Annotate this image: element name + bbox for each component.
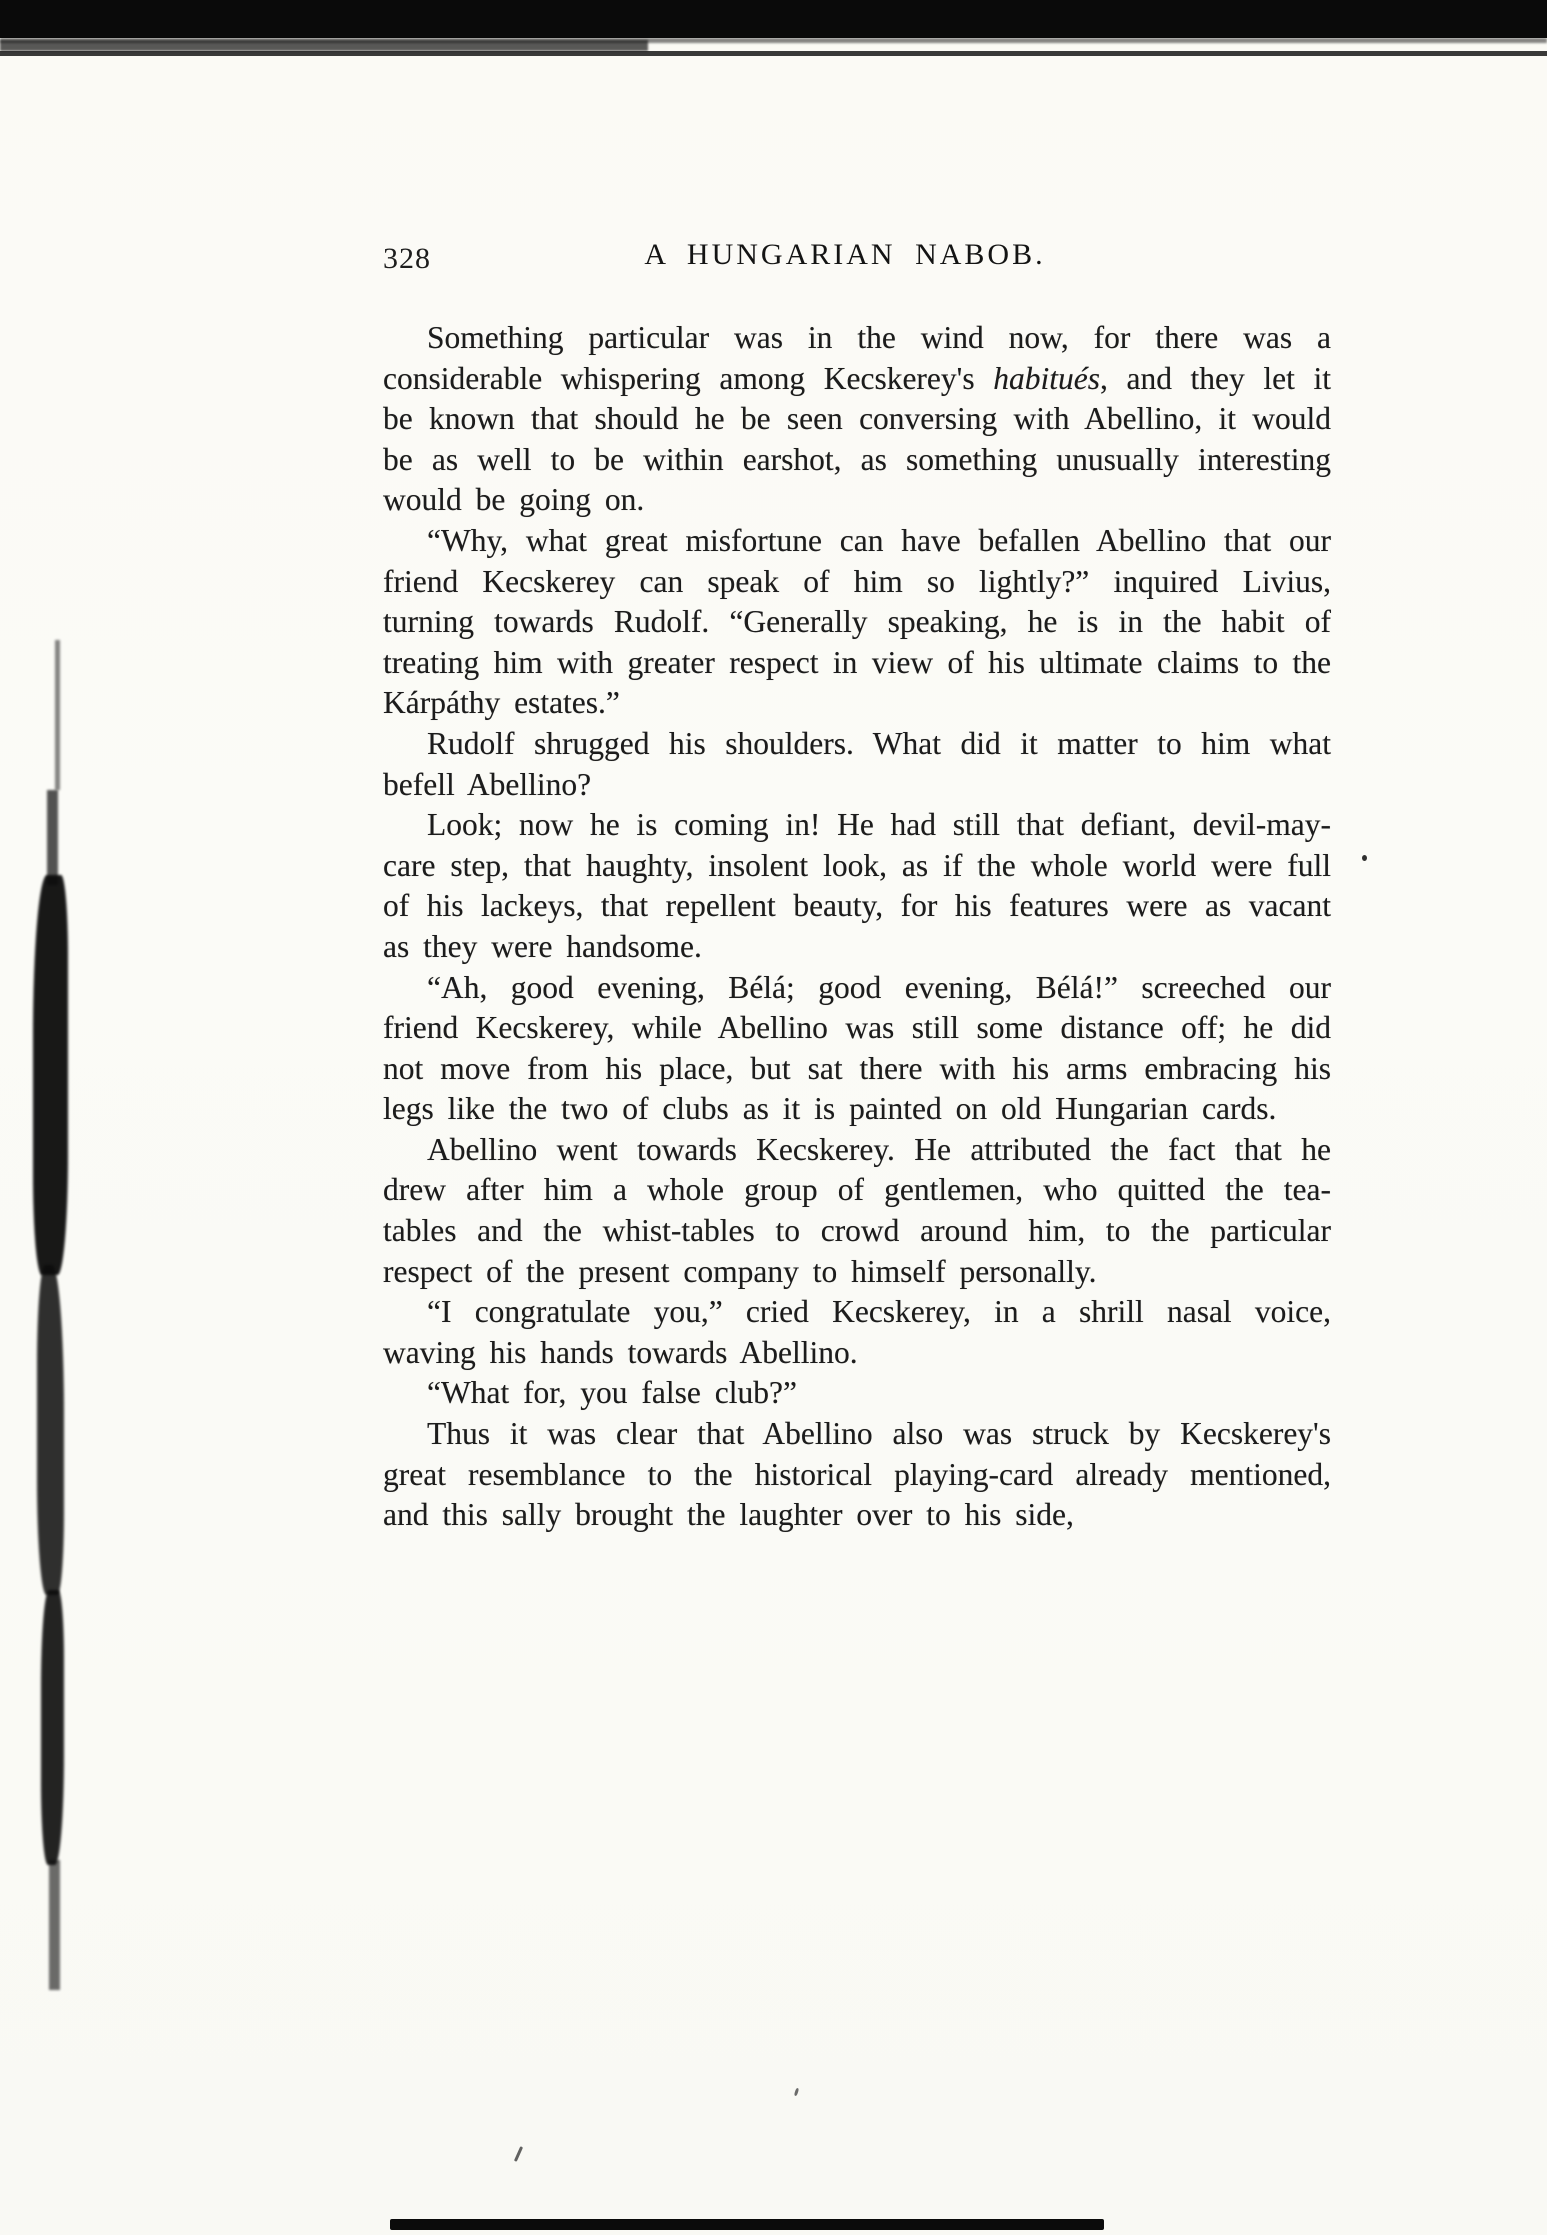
scan-artifact-speck — [1362, 855, 1367, 861]
text-segment: “What for, you false club?” — [427, 1375, 797, 1411]
scan-artifact-speck — [514, 2146, 523, 2162]
scan-artifact-bottom-bar — [390, 2219, 1104, 2230]
paragraph — [383, 1414, 1331, 1536]
page-content — [383, 238, 1331, 1536]
text-segment: Abellino went towards Kecskerey. He attributed the fact that he drew after him a whole group of gentlemen, who quitted the tea-tables and the whist-tables to crowd around him, to the particular respect of the present company to himself personally. — [383, 1131, 1331, 1289]
paragraph — [383, 968, 1331, 1130]
scan-artifact-left-smudge — [55, 640, 60, 790]
paragraph — [383, 805, 1331, 967]
scan-artifact-top-smear — [0, 40, 648, 51]
text-segment: Something particular was in the wind now, for there was a considerable whispering among Kecskerey's — [383, 320, 1331, 396]
page-number: 328 — [383, 242, 431, 275]
text-segment: habitués — [993, 360, 1100, 396]
text-block — [383, 318, 1331, 1536]
scan-artifact-top-bar — [0, 0, 1547, 38]
text-segment: , and they let it be known that should he be seen conversing with Abellino, it would be as well to be within earshot, as something unusually interesting would be going on. — [383, 360, 1332, 518]
text-segment: Thus it was clear that Abellino also was struck by Kecskerey's great resemblance to the historical playing-card already mentioned, and this sally brought the laughter over to his side, — [383, 1416, 1331, 1533]
text-segment: “Why, what great misfortune can have befallen Abellino that our friend Kecskerey can speak of him so lightly?” inquired Livius, turning towards Rudolf. “Generally speaking, he is in the habit of treating him with greater respect in view of his ultimate claims to the Kárpáthy estates.” — [383, 522, 1331, 721]
paragraph — [383, 724, 1331, 805]
text-segment: “Ah, good evening, Bélá; good evening, Bélá!” screeched our friend Kecskerey, while Abellino was still some distance off; he did not move from his place, but sat there with his arms embracing his legs like the two of clubs as it is painted on old Hungarian cards. — [383, 969, 1331, 1127]
scan-artifact-left-smudge — [41, 1590, 64, 1865]
text-segment: “I congratulate you,” cried Kecskerey, in a shrill nasal voice, waving his hands towards Abellino. — [383, 1294, 1331, 1370]
paragraph — [383, 1130, 1331, 1292]
paragraph — [383, 521, 1331, 724]
scan-artifact-speck — [794, 2088, 799, 2097]
text-segment: Look; now he is coming in! He had still that defiant, devil-may-care step, that haughty, insolent look, as if the whole world were full of his lackeys, that repellent beauty, for his features were as vacant as they were handsome. — [383, 807, 1331, 964]
scan-artifact-left-smudge — [37, 1265, 64, 1595]
text-segment: Rudolf shrugged his shoulders. What did it matter to him what befell Abellino? — [383, 725, 1331, 802]
scan-artifact-left-smudge — [47, 790, 58, 885]
page-header — [383, 238, 1331, 282]
scan-artifact-left-smudge — [49, 1860, 60, 1990]
paragraph — [383, 318, 1331, 521]
running-title: A HUNGARIAN NABOB. — [644, 238, 1046, 271]
scan-artifact-left-smudge — [33, 875, 68, 1275]
paragraph — [383, 1373, 1331, 1414]
scan-artifact-top-line — [0, 51, 1547, 56]
paragraph — [383, 1292, 1331, 1373]
